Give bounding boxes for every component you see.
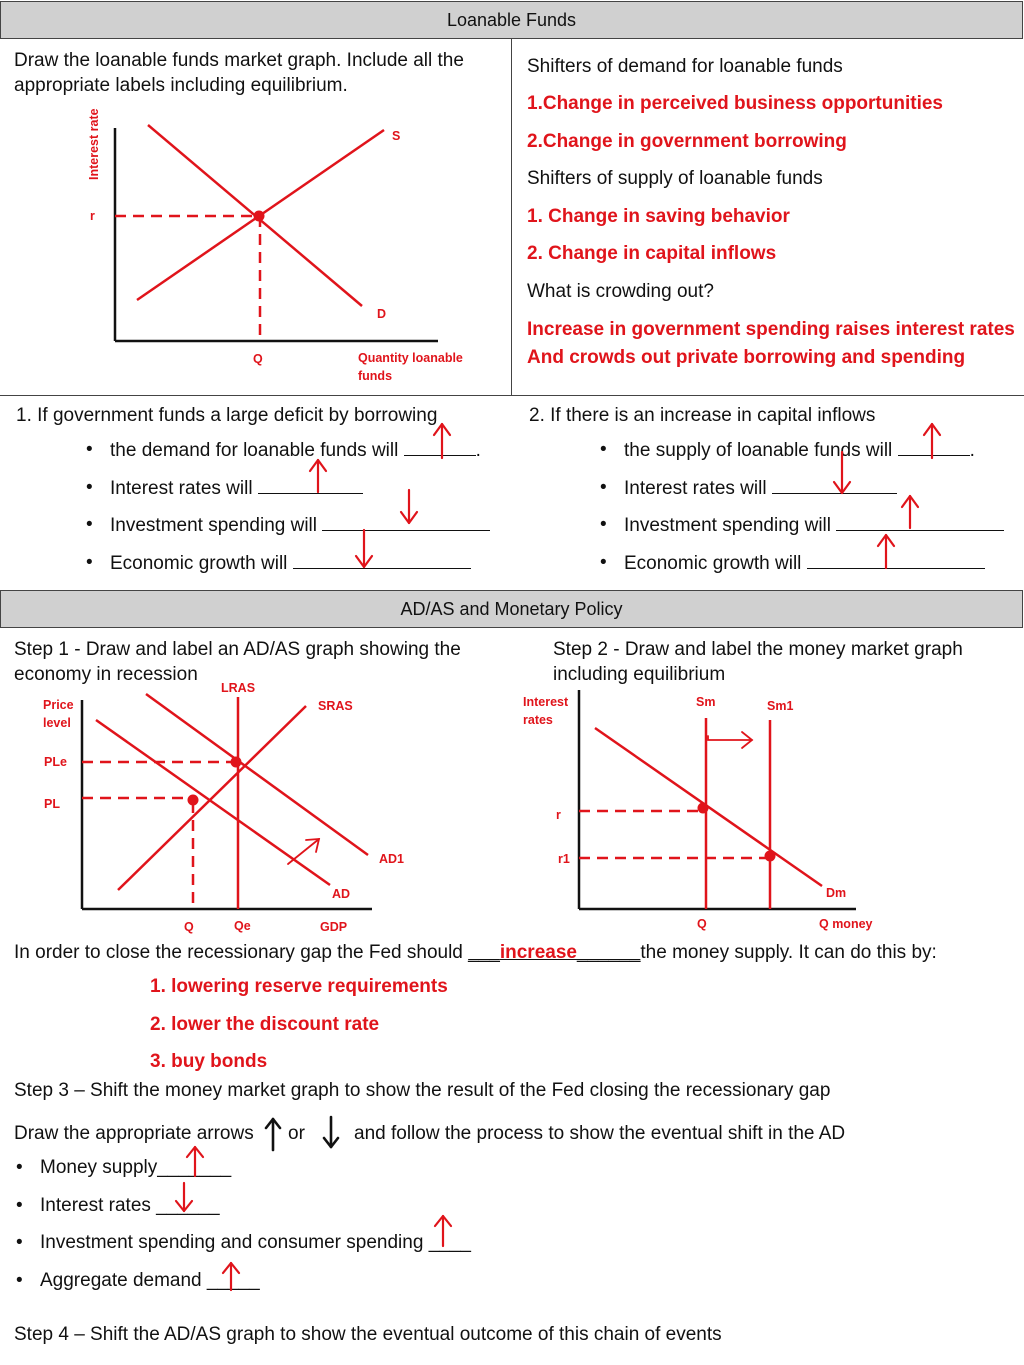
crowding-out-answer-2: And crowds out private borrowing and spending (527, 347, 966, 368)
chain-interest-rates-text: Interest rates (40, 1195, 157, 1216)
lf-q-label: Q (253, 352, 263, 366)
fed-answer: increase (499, 942, 577, 963)
chain-investment-blank[interactable]: ____ (428, 1232, 471, 1253)
mm-sm-label: Sm (696, 695, 716, 709)
supply-shifters-title: Shifters of supply of loanable funds (527, 168, 823, 189)
fed-blank-pre: ___ (468, 942, 500, 963)
q2-bullet-growth-text: Economic growth will (624, 553, 807, 574)
adas-y-label-1: Price (43, 698, 74, 712)
chain-money-supply-up-arrow-icon (187, 1147, 203, 1176)
supply-shifter-2: 2. Change in capital inflows (527, 243, 777, 264)
fed-sentence-post: the money supply. It can do this by: (640, 942, 937, 963)
adas-y-label-2: level (43, 716, 71, 730)
mm-qmoney-label: Q money (819, 917, 873, 931)
arrows-instruction-post: and follow the process to show the eventual shift in the AD (354, 1123, 846, 1144)
mm-sm1-label: Sm1 (767, 699, 794, 713)
supply-shifter-1: 1. Change in saving behavior (527, 206, 790, 227)
adas-qe-label: Qe (234, 919, 251, 933)
legend-down-arrow-icon (324, 1117, 338, 1147)
chain-aggregate-demand-blank[interactable]: _____ (206, 1270, 260, 1291)
chain-investment-up-arrow-icon (435, 1216, 451, 1246)
q2-bullet-supply-end: . (969, 440, 975, 461)
demand-shifter-2: 2.Change in government borrowing (527, 131, 847, 152)
crowding-out-question: What is crowding out? (527, 281, 714, 302)
adas-ad-label: AD (332, 887, 351, 901)
q2-bullet-interest-text: Interest rates will (624, 478, 772, 499)
q1-bullet-demand-end: . (475, 440, 481, 461)
arrows-instruction-or: or (288, 1123, 305, 1144)
fed-method-2: 2. lower the discount rate (150, 1014, 380, 1035)
mm-r-label: r (556, 808, 561, 822)
chain-investment-text: Investment spending and consumer spending (40, 1232, 429, 1253)
graph-prompt-line2: appropriate labels including equilibrium. (14, 75, 348, 96)
step1-line2: economy in recession (14, 664, 198, 685)
step2-line2: including equilibrium (553, 664, 726, 685)
demand-shifter-1: 1.Change in perceived business opportunities (527, 93, 943, 114)
q1-bullet-interest-text: Interest rates will (110, 478, 258, 499)
fed-method-3: 3. buy bonds (150, 1051, 268, 1072)
adas-lras-label: LRAS (221, 681, 256, 695)
lf-x-label-2: funds (358, 369, 393, 383)
chain-aggregate-demand-text: Aggregate demand (40, 1270, 207, 1291)
q2-bullet-supply-text: the supply of loanable funds will (624, 440, 898, 461)
lf-x-label-1: Quantity loanable (358, 351, 463, 365)
crowding-out-answer-1: Increase in government spending raises interest rates (527, 319, 1015, 340)
q2-bullet-investment-text: Investment spending will (624, 515, 837, 536)
graph-prompt-line1: Draw the loanable funds market graph. Include all the (14, 50, 464, 71)
step2-line1: Step 2 - Draw and label the money market graph (553, 639, 963, 660)
lf-d-label: D (377, 307, 387, 321)
mm-dm-label: Dm (826, 886, 847, 900)
chain-money-supply-text: Money supply (40, 1157, 158, 1178)
adas-ad1-label: AD1 (379, 852, 405, 866)
fed-sentence-pre: In order to close the recessionary gap the Fed should (14, 942, 469, 963)
mm-q-label: Q (697, 917, 707, 931)
adas-q-label: Q (184, 920, 194, 934)
arrows-instruction-pre: Draw the appropriate arrows (14, 1123, 254, 1144)
demand-shifters-title: Shifters of demand for loanable funds (527, 56, 843, 77)
mm-y-label-2: rates (523, 713, 553, 727)
fed-method-1: 1. lowering reserve requirements (150, 976, 448, 997)
q2-title: 2. If there is an increase in capital inflows (529, 405, 876, 426)
adas-gdp-label: GDP (320, 920, 348, 934)
step1-line1: Step 1 - Draw and label an AD/AS graph showing the (14, 639, 461, 660)
q1-bullet-demand-text: the demand for loanable funds will (110, 440, 404, 461)
chain-aggregate-demand-up-arrow-icon (223, 1263, 239, 1290)
adas-sras-label: SRAS (318, 699, 353, 713)
mm-y-label-1: Interest (523, 695, 569, 709)
section-header-loanable-funds: Loanable Funds (0, 1, 1023, 39)
mm-r1-label: r1 (558, 852, 570, 866)
lf-r-label: r (90, 209, 95, 223)
lf-y-label: Interest rate (87, 108, 101, 180)
section-header-adas-monetary: AD/AS and Monetary Policy (0, 590, 1023, 628)
chain-money-supply-blank[interactable]: _______ (157, 1157, 232, 1178)
step4-text: Step 4 – Shift the AD/AS graph to show the eventual outcome of this chain of events (14, 1324, 722, 1345)
legend-up-arrow-icon (266, 1119, 280, 1150)
adas-ple-label: PLe (44, 755, 67, 769)
lf-s-label: S (392, 129, 401, 143)
chain-interest-down-arrow-icon (176, 1183, 192, 1211)
fed-blank-post: ______ (576, 942, 641, 963)
q1-title: 1. If government funds a large deficit by borrowing (16, 405, 438, 426)
chain-interest-rates-blank[interactable]: ______ (156, 1195, 220, 1216)
q1-bullet-investment-text: Investment spending will (110, 515, 323, 536)
step3-text: Step 3 – Shift the money market graph to show the result of the Fed closing the recessionary gap (14, 1080, 831, 1101)
q1-bullet-growth-text: Economic growth will (110, 553, 293, 574)
adas-pl-label: PL (44, 797, 60, 811)
